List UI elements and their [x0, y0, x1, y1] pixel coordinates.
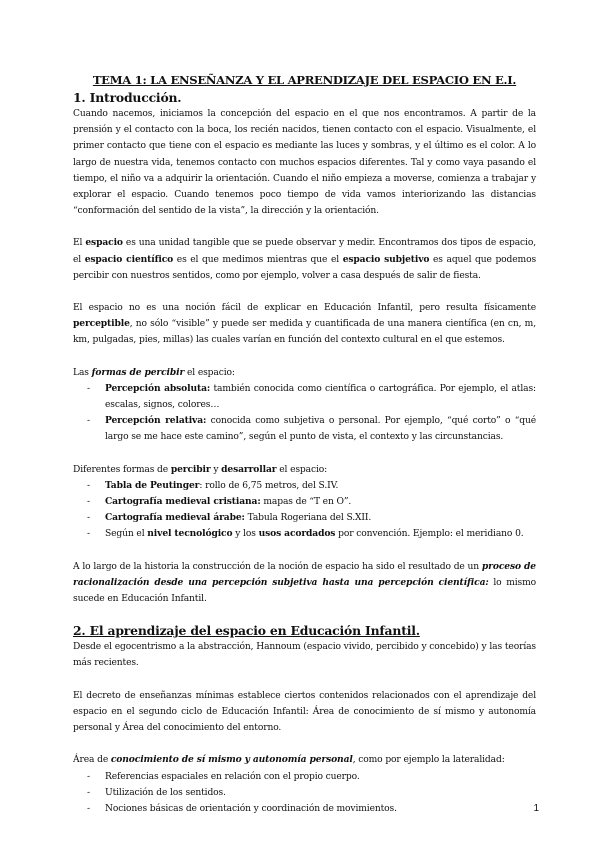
intro-paragraph-1: Cuando nacemos, iniciamos la concepción del espacio en el que nos encontramos. A partir de la prensión y el contacto con la boca, los recién nacidos, tienen contacto con el espacio. Visualmente, el primer contacto que tiene con el espacio es mediante las luces y sombras, y el último es el color. A lo largo de nuestra vida, tenemos contacto con muchos espacios diferentes. Tal y como vaya pasando el tiempo, el niño va a adquirir la orientación. Cuando el niño empieza a moverse, comienza a trabajar y explorar el espacio. Cuando tenemos poco tiempo de vida vamos interiorizando las distancias “conformación del sentido de la vista”, la dirección y la orientación.	[73, 109, 536, 217]
list-item: - Utilización de los sentidos.	[87, 787, 226, 798]
perception-list	[73, 381, 536, 446]
history-paragraph: A lo largo de la historia la construcción de la noción de espacio ha sido el resultado de un proceso de racionalización desde una percepción subjetiva hasta una percepción científica: lo mismo sucede en Educación Infantil.	[73, 560, 536, 605]
section-2-heading: 2. El aprendizaje del espacio en Educación Infantil.	[73, 623, 420, 639]
list-item: - Percepción absoluta: también conocida como científica o cartográfica. Por ejemplo, el atlas: escalas, signos, colores…	[87, 382, 536, 411]
list-item: - Cartografía medieval árabe: Tabula Rogeriana del S.XII.	[87, 512, 372, 524]
perception-intro: Las formas de percibir el espacio:	[73, 366, 235, 378]
intro-paragraph-3: El espacio no es una noción fácil de explicar en Educación Infantil, pero resulta físicamente perceptible, no sólo “visible” y puede ser medida y cuantificada de una manera científica (en cn, m, km, pulgadas, pies, millas) las cuales varían en función del contexto cultural en el que estemos.	[73, 303, 536, 346]
list-item: - Tabla de Peutinger: rollo de 6,75 metros, del S.IV.	[87, 479, 339, 491]
forms-list	[73, 478, 536, 543]
section-2-paragraph-1: Desde el egocentrismo a la abstracción, Hannoum (espacio vivido, percibido y concebido) y las teorías más recientes.	[73, 642, 536, 669]
section-2-paragraph-3: Área de conocimiento de sí mismo y autonomía personal, como por ejemplo la lateralidad:	[73, 754, 505, 766]
list-item: - Según el nivel tecnológico y los usos acordados por convención. Ejemplo: el meridiano 0.	[87, 528, 524, 540]
laterality-list	[73, 769, 536, 818]
document-title: TEMA 1: LA ENSEÑANZA Y EL APRENDIZAJE DEL ESPACIO EN E.I.	[92, 73, 517, 87]
section-1-heading: 1. Introducción.	[73, 90, 182, 105]
list-item: - Percepción relativa: conocida como subjetiva o personal. Por ejemplo, “qué corto” o “qué largo se me hace este camino”, según el punto de vista, el contexto y las circunstancias.	[87, 415, 536, 443]
list-item: - Cartografía medieval cristiana: mapas de “T en O”.	[87, 496, 352, 508]
forms-intro: Diferentes formas de percibir y desarrollar el espacio:	[73, 463, 328, 475]
list-item: - Referencias espaciales en relación con el propio cuerpo.	[87, 771, 360, 782]
page-number: 1	[533, 803, 539, 814]
section-2-paragraph-2: El decreto de enseñanzas mínimas establece ciertos contenidos relacionados con el aprendizaje del espacio en el segundo ciclo de Educación Infantil: Área de conocimiento de sí mismo y autonomía personal y Área del conocimiento del entorno.	[73, 690, 536, 734]
document-page	[73, 73, 536, 817]
intro-paragraph-2: El espacio es una unidad tangible que se puede observar y medir. Encontramos dos tipos de espacio, el espacio científico es el que medimos mientras que el espacio subjetivo es aquel que podemos percibir con nuestros sentidos, como por ejemplo, volver a casa después de salir de fiesta.	[73, 237, 537, 281]
list-item: - Nociones básicas de orientación y coordinación de movimientos.	[87, 803, 397, 814]
